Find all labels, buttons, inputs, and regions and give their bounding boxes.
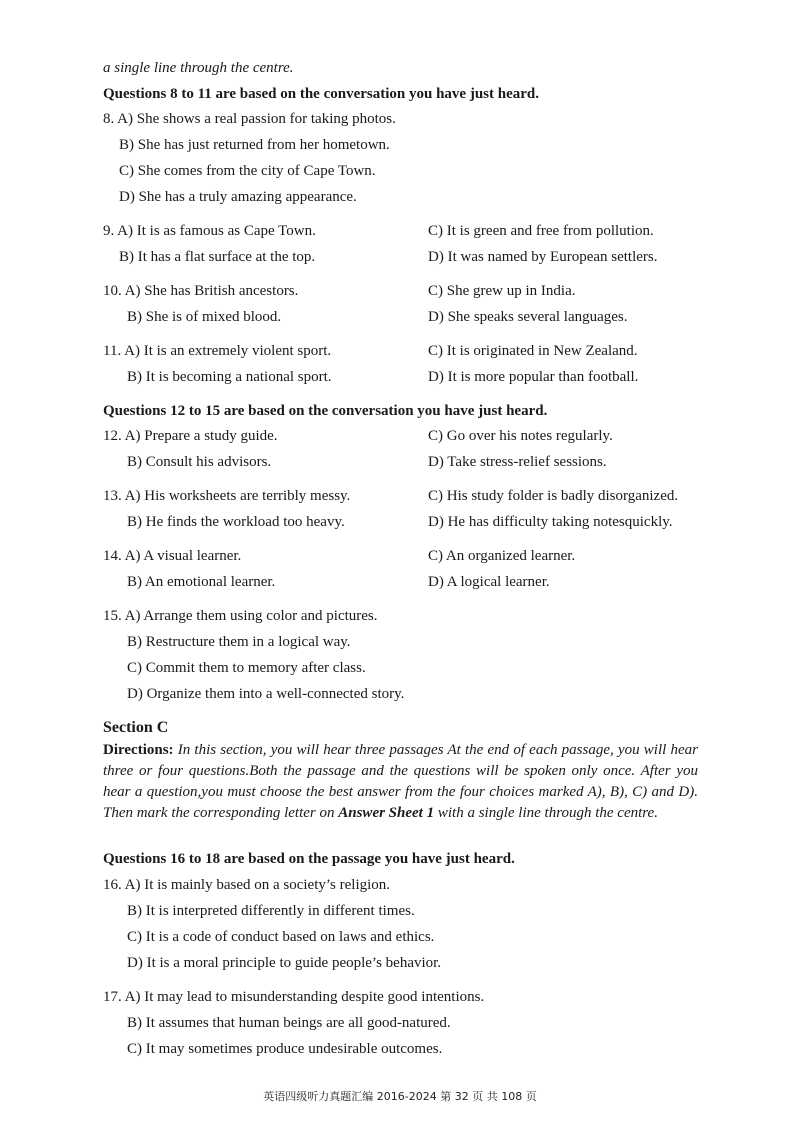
q14-option-b: B) An emotional learner. <box>127 574 276 590</box>
q9-option-d: D) It was named by European settlers. <box>428 249 658 265</box>
q15-option-c: C) Commit them to memory after class. <box>127 660 366 676</box>
q12-option-a: 12. A) Prepare a study guide. <box>103 428 278 444</box>
q14-option-a: 14. A) A visual learner. <box>103 548 242 564</box>
directions-text-2: with a single line through the centre. <box>434 805 658 821</box>
q10-option-d: D) She speaks several languages. <box>428 309 628 325</box>
page-footer: 英语四级听力真题汇编 2016-2024 第 32 页 共 108 页 <box>263 1090 537 1103</box>
q8-option-b: B) She has just returned from her hometown. <box>119 137 390 153</box>
directions-text-1: In this section, you will hear three passages At the end of each passage, you will hear three or four questions.Both the passage and the questions will be spoken only once. After you hear a question,you must choose the best answer from the four choices marked A), B), C) and D). Then mark the corresponding letter on <box>103 742 698 821</box>
q10-option-b: B) She is of mixed blood. <box>127 309 282 325</box>
q16-option-c: C) It is a code of conduct based on laws and ethics. <box>127 929 435 945</box>
q9-option-c: C) It is green and free from pollution. <box>428 223 654 239</box>
q16-option-d: D) It is a moral principle to guide people’s behavior. <box>127 955 442 971</box>
q17-option-b: B) It assumes that human beings are all good-natured. <box>127 1015 451 1031</box>
q13-option-d: D) He has difficulty taking notesquickly. <box>428 514 673 530</box>
q15-option-d: D) Organize them into a well-connected story. <box>127 686 405 702</box>
q15-option-b: B) Restructure them in a logical way. <box>127 634 351 650</box>
q14-option-c: C) An organized learner. <box>428 548 576 564</box>
directions-label: Directions: <box>103 742 174 758</box>
top-fragment: a single line through the centre. <box>103 60 294 76</box>
directions-answer-sheet: Answer Sheet 1 <box>338 805 435 821</box>
heading-questions-8-11: Questions 8 to 11 are based on the conversation you have just heard. <box>103 86 539 102</box>
q13-option-b: B) He finds the workload too heavy. <box>127 514 345 530</box>
q10-option-c: C) She grew up in India. <box>428 283 576 299</box>
q10-option-a: 10. A) She has British ancestors. <box>103 283 299 299</box>
q12-option-c: C) Go over his notes regularly. <box>428 428 613 444</box>
section-c-title: Section C <box>103 719 169 736</box>
q14-option-d: D) A logical learner. <box>428 574 550 590</box>
section-c-directions <box>103 740 698 824</box>
q13-option-c: C) His study folder is badly disorganized. <box>428 488 679 504</box>
q8-option-c: C) She comes from the city of Cape Town. <box>119 163 376 179</box>
q9-option-a: 9. A) It is as famous as Cape Town. <box>103 223 316 239</box>
q8-option-a: 8. A) She shows a real passion for taking photos. <box>103 111 396 127</box>
q12-option-b: B) Consult his advisors. <box>127 454 272 470</box>
q11-option-d: D) It is more popular than football. <box>428 369 639 385</box>
q12-option-d: D) Take stress-relief sessions. <box>428 454 607 470</box>
q16-option-a: 16. A) It is mainly based on a society’s religion. <box>103 877 391 893</box>
q8-option-d: D) She has a truly amazing appearance. <box>119 189 357 205</box>
heading-questions-12-15: Questions 12 to 15 are based on the conversation you have just heard. <box>103 403 548 419</box>
q17-option-a: 17. A) It may lead to misunderstanding despite good intentions. <box>103 989 485 1005</box>
q9-option-b: B) It has a flat surface at the top. <box>119 249 316 265</box>
q13-option-a: 13. A) His worksheets are terribly messy. <box>103 488 351 504</box>
q11-option-b: B) It is becoming a national sport. <box>127 369 332 385</box>
q16-option-b: B) It is interpreted differently in different times. <box>127 903 415 919</box>
q17-option-c: C) It may sometimes produce undesirable outcomes. <box>127 1041 443 1057</box>
q11-option-c: C) It is originated in New Zealand. <box>428 343 638 359</box>
q11-option-a: 11. A) It is an extremely violent sport. <box>103 343 332 359</box>
heading-questions-16-18: Questions 16 to 18 are based on the passage you have just heard. <box>103 851 515 867</box>
q15-option-a: 15. A) Arrange them using color and pictures. <box>103 608 378 624</box>
